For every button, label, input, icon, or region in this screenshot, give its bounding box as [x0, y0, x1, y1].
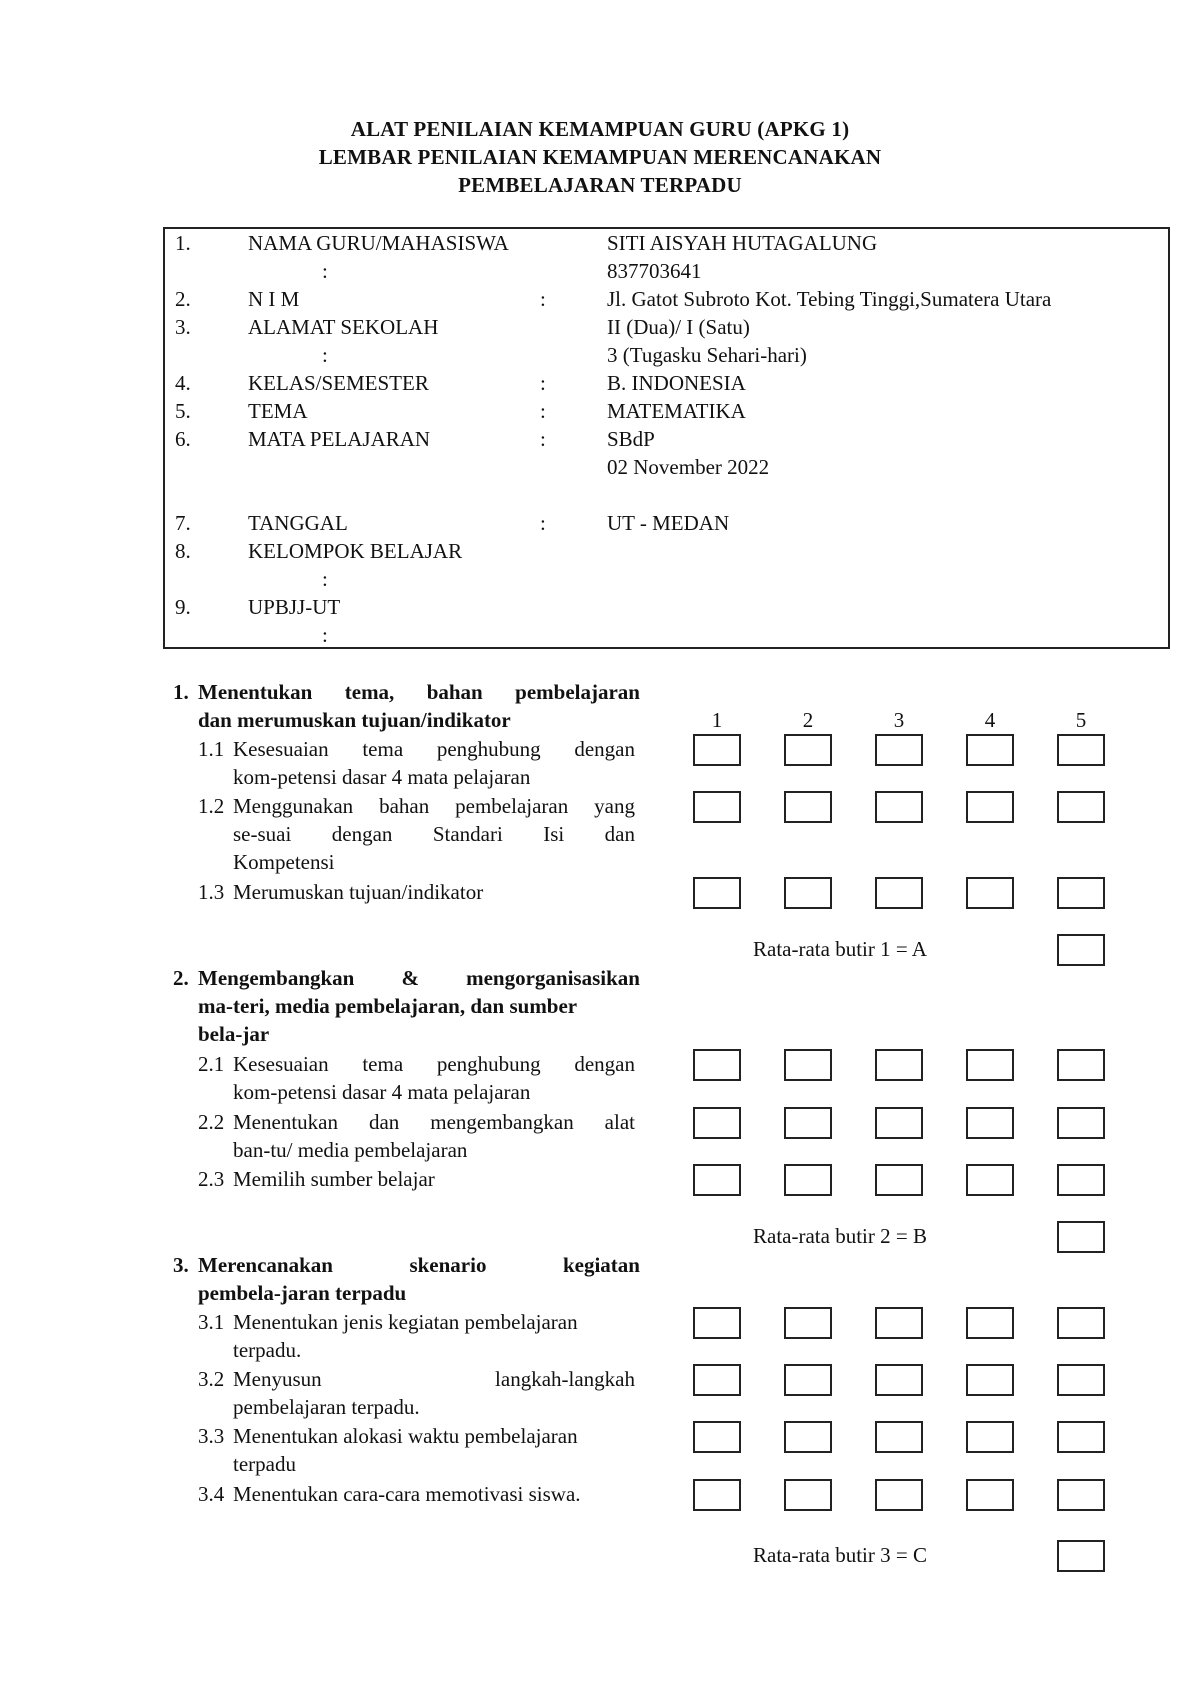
info-colon: : [540, 287, 546, 311]
rating-box-1[interactable] [693, 734, 741, 766]
rating-box-1[interactable] [693, 1307, 741, 1339]
word: Kesesuaian [233, 1052, 329, 1076]
rating-box-3[interactable] [875, 1479, 923, 1511]
average-label: Rata-rata butir 3 = C [753, 1543, 927, 1567]
rating-box-1[interactable] [693, 1421, 741, 1453]
criterion-number: 2.2 [198, 1110, 225, 1134]
word: langkah-langkah [495, 1367, 635, 1391]
criterion-text-line: Kompetensi [233, 850, 335, 874]
rating-box-2[interactable] [784, 1307, 832, 1339]
criterion-number: 1.3 [198, 880, 225, 904]
info-num: 7. [175, 511, 191, 535]
rating-box-1[interactable] [693, 791, 741, 823]
rating-box-5[interactable] [1057, 1479, 1105, 1511]
criterion-number: 3.1 [198, 1310, 225, 1334]
info-value: SBdP [607, 427, 655, 451]
info-label-upbjj: UPBJJ-UT [248, 595, 341, 619]
criterion-text-line [233, 1110, 635, 1135]
criterion-number: 3.3 [198, 1424, 225, 1448]
word: Menentukan [198, 680, 313, 704]
criterion-text-line: Menentukan jenis kegiatan pembelajaran [233, 1310, 578, 1334]
scale-label: 2 [802, 708, 814, 732]
word: Kesesuaian [233, 737, 329, 761]
info-label-study-group: KELOMPOK BELAJAR [248, 539, 463, 563]
rating-box-1[interactable] [693, 1479, 741, 1511]
form-subtitle-2: PEMBELAJARAN TERPADU [458, 173, 742, 197]
word: Menggunakan [233, 794, 354, 818]
info-colon: : [322, 343, 328, 367]
rating-box-4[interactable] [966, 877, 1014, 909]
info-label-theme: TEMA [248, 399, 308, 423]
rating-box-4[interactable] [966, 791, 1014, 823]
criterion-text-line [233, 1367, 635, 1392]
section-title-line [198, 966, 640, 991]
word: bahan [379, 794, 430, 818]
info-label-date: TANGGAL [248, 511, 348, 535]
section-title-line: bela-jar [198, 1022, 270, 1046]
word: dengan [574, 1052, 635, 1076]
rating-box-5[interactable] [1057, 1164, 1105, 1196]
word: penghubung [436, 1052, 541, 1076]
rating-box-2[interactable] [784, 877, 832, 909]
rating-box-5[interactable] [1057, 877, 1105, 909]
info-label-school-address: ALAMAT SEKOLAH [248, 315, 439, 339]
criterion-text-line: Menentukan cara-cara memotivasi siswa. [233, 1482, 581, 1506]
criterion-number: 3.2 [198, 1367, 225, 1391]
section-number: 3. [173, 1253, 189, 1277]
scale-label: 1 [711, 708, 723, 732]
rating-box-3[interactable] [875, 1307, 923, 1339]
criterion-number: 2.1 [198, 1052, 225, 1076]
word: mengorganisasikan [466, 966, 640, 990]
word: Merencanakan [198, 1253, 333, 1277]
scale-label: 4 [984, 708, 996, 732]
criterion-text-line: kom-petensi dasar 4 mata pelajaran [233, 765, 531, 789]
info-colon: : [322, 259, 328, 283]
info-colon: : [322, 623, 328, 647]
rating-box-2[interactable] [784, 1364, 832, 1396]
rating-box-3[interactable] [875, 1164, 923, 1196]
criterion-text-line: ban-tu/ media pembelajaran [233, 1138, 468, 1162]
rating-box-5[interactable] [1057, 1049, 1105, 1081]
rating-box-2[interactable] [784, 734, 832, 766]
rating-box-4[interactable] [966, 1364, 1014, 1396]
word: kegiatan [562, 1253, 640, 1277]
word: pembelajaran [515, 680, 640, 704]
rating-box-5[interactable] [1057, 1421, 1105, 1453]
info-label-subject: MATA PELAJARAN [248, 427, 431, 451]
info-num: 4. [175, 371, 191, 395]
info-num: 8. [175, 539, 191, 563]
word: mengembangkan [430, 1110, 574, 1134]
form-title: ALAT PENILAIAN KEMAMPUAN GURU (APKG 1) [350, 117, 850, 141]
section-number: 2. [173, 966, 189, 990]
criterion-number: 2.3 [198, 1167, 225, 1191]
info-colon: : [540, 427, 546, 451]
word: Mengembangkan [198, 966, 355, 990]
criterion-text-line: terpadu. [233, 1338, 302, 1362]
criterion-text-line [233, 737, 635, 762]
word: alat [604, 1110, 635, 1134]
section-title-line: pembela-jaran terpadu [198, 1281, 407, 1305]
rating-box-1[interactable] [693, 1049, 741, 1081]
section-title-line: dan merumuskan tujuan/indikator [198, 708, 511, 732]
info-num: 5. [175, 399, 191, 423]
rating-box-2[interactable] [784, 1049, 832, 1081]
word: dengan [331, 822, 393, 846]
scale-label: 5 [1075, 708, 1087, 732]
average-box-b[interactable] [1057, 1221, 1105, 1253]
rating-box-4[interactable] [966, 1307, 1014, 1339]
info-num: 6. [175, 427, 191, 451]
form-subtitle: LEMBAR PENILAIAN KEMAMPUAN MERENCANAKAN [318, 145, 882, 169]
info-value: 3 (Tugasku Sehari-hari) [607, 343, 807, 367]
rating-box-4[interactable] [966, 1479, 1014, 1511]
average-box-c[interactable] [1057, 1540, 1105, 1572]
criterion-text-line: Memilih sumber belajar [233, 1167, 435, 1191]
average-label: Rata-rata butir 2 = B [753, 1224, 927, 1248]
word: tema [362, 737, 404, 761]
word: Isi [543, 822, 565, 846]
rating-box-3[interactable] [875, 1049, 923, 1081]
info-value: Jl. Gatot Subroto Kot. Tebing Tinggi,Sumatera Utara [607, 287, 1052, 311]
info-num: 2. [175, 287, 191, 311]
word: skenario [409, 1253, 487, 1277]
info-label-name: NAMA GURU/MAHASISWA [248, 231, 509, 255]
rating-box-2[interactable] [784, 1421, 832, 1453]
section-title-line [198, 1253, 640, 1278]
word: tema, [344, 680, 395, 704]
info-label-class-semester: KELAS/SEMESTER [248, 371, 429, 395]
rating-box-2[interactable] [784, 1479, 832, 1511]
rating-box-5[interactable] [1057, 1307, 1105, 1339]
info-value: B. INDONESIA [607, 371, 746, 395]
word: yang [594, 794, 635, 818]
criterion-text-line [233, 822, 635, 847]
rating-box-4[interactable] [966, 1164, 1014, 1196]
rating-box-5[interactable] [1057, 791, 1105, 823]
section-title-line: ma-teri, media pembelajaran, dan sumber [198, 994, 578, 1018]
rating-box-4[interactable] [966, 1049, 1014, 1081]
word: pembelajaran [455, 794, 569, 818]
info-value: UT - MEDAN [607, 511, 730, 535]
info-value: MATEMATIKA [607, 399, 746, 423]
rating-box-3[interactable] [875, 1107, 923, 1139]
rating-box-5[interactable] [1057, 734, 1105, 766]
criterion-number: 1.1 [198, 737, 225, 761]
info-label-nim: N I M [248, 287, 300, 311]
rating-box-4[interactable] [966, 734, 1014, 766]
average-box-a[interactable] [1057, 934, 1105, 966]
rating-box-3[interactable] [875, 734, 923, 766]
rating-box-1[interactable] [693, 1164, 741, 1196]
rating-box-4[interactable] [966, 1421, 1014, 1453]
criterion-text-line: pembelajaran terpadu. [233, 1395, 420, 1419]
info-num: 3. [175, 315, 191, 339]
info-value: II (Dua)/ I (Satu) [607, 315, 750, 339]
rating-box-5[interactable] [1057, 1107, 1105, 1139]
word: & [401, 966, 419, 990]
criterion-text-line [233, 794, 635, 819]
section-number: 1. [173, 680, 189, 704]
rating-box-3[interactable] [875, 1364, 923, 1396]
criterion-number: 3.4 [198, 1482, 225, 1506]
scale-label: 3 [893, 708, 905, 732]
criterion-text-line [233, 1052, 635, 1077]
word: dan [604, 822, 635, 846]
rating-box-1[interactable] [693, 1107, 741, 1139]
info-value: 02 November 2022 [607, 455, 770, 479]
info-num: 1. [175, 231, 191, 255]
info-num: 9. [175, 595, 191, 619]
criterion-text-line: Menentukan alokasi waktu pembelajaran [233, 1424, 578, 1448]
word: Menyusun [233, 1367, 322, 1391]
criterion-text-line: kom-petensi dasar 4 mata pelajaran [233, 1080, 531, 1104]
word: dan [368, 1110, 400, 1134]
word: Standari [432, 822, 503, 846]
info-value: SITI AISYAH HUTAGALUNG [607, 231, 878, 255]
criterion-text-line: terpadu [233, 1452, 296, 1476]
criterion-number: 1.2 [198, 794, 225, 818]
rating-box-2[interactable] [784, 1107, 832, 1139]
word: se-suai [233, 822, 292, 846]
word: dengan [574, 737, 635, 761]
word: penghubung [436, 737, 541, 761]
word: tema [362, 1052, 404, 1076]
average-label: Rata-rata butir 1 = A [753, 937, 927, 961]
word: bahan [426, 680, 483, 704]
section-title-line [198, 680, 640, 705]
rating-box-3[interactable] [875, 877, 923, 909]
info-colon: : [540, 399, 546, 423]
info-colon: : [322, 567, 328, 591]
rating-box-1[interactable] [693, 877, 741, 909]
info-colon: : [540, 371, 546, 395]
rating-box-4[interactable] [966, 1107, 1014, 1139]
rating-box-2[interactable] [784, 1164, 832, 1196]
rating-box-3[interactable] [875, 791, 923, 823]
rating-box-5[interactable] [1057, 1364, 1105, 1396]
criterion-text-line: Merumuskan tujuan/indikator [233, 880, 484, 904]
rating-box-2[interactable] [784, 791, 832, 823]
rating-box-3[interactable] [875, 1421, 923, 1453]
rating-box-1[interactable] [693, 1364, 741, 1396]
info-colon: : [540, 511, 546, 535]
word: Menentukan [233, 1110, 338, 1134]
info-value: 837703641 [607, 259, 702, 283]
